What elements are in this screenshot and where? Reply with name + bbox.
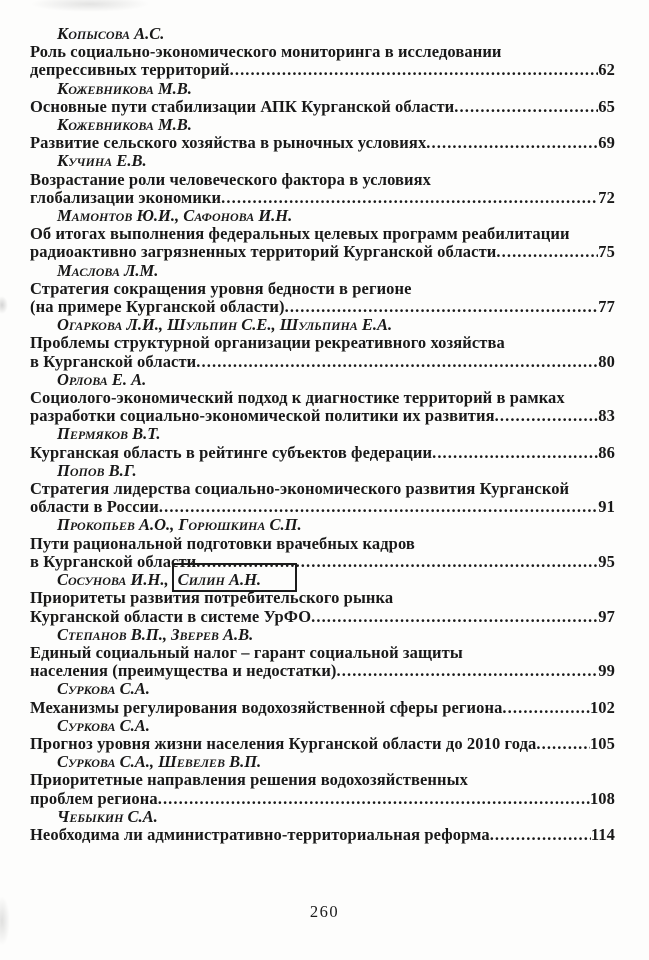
dot-leader: [502, 699, 590, 717]
toc-author-line: [30, 571, 615, 589]
dot-leader: [426, 134, 598, 152]
toc-title-line: Роль социально-экономического мониторинга в исследовании: [30, 42, 502, 62]
toc-entry: [30, 116, 615, 152]
toc-title-text: Развитие сельского хозяйства в рыночных условиях: [30, 133, 427, 153]
toc-title-line: [30, 98, 615, 116]
dot-leader: [285, 298, 599, 316]
dot-leader: [496, 243, 598, 261]
page-number: 260: [309, 902, 340, 921]
toc-author-line: [30, 425, 615, 443]
toc-title-line: [30, 407, 615, 425]
toc-title-text: Механизмы регулирования водохозяйственной сферы региона: [30, 697, 503, 717]
author-names: Копысова А.С.: [57, 24, 165, 43]
toc-author-line: [30, 717, 615, 735]
toc-title-line: Пути рациональной подготовки врачебных кадров: [30, 533, 415, 553]
author-names: Кожевникова М.В.: [57, 78, 192, 98]
toc-title-text: (на примере Курганской области): [30, 297, 285, 317]
toc-entry: [30, 571, 615, 626]
page-ref: 95: [598, 551, 615, 571]
author-names: Суркова С.А.: [57, 715, 150, 735]
dot-leader: [221, 189, 598, 207]
page-ref: 77: [598, 297, 615, 317]
toc-title-line: [30, 189, 615, 207]
toc-author-line: [30, 262, 615, 280]
dot-leader: [495, 407, 599, 425]
toc-title-text: глобализации экономики: [30, 187, 222, 207]
table-of-contents: [30, 25, 615, 844]
toc-title-line: [30, 444, 615, 462]
toc-title-line: [30, 608, 615, 626]
toc-entry: [30, 152, 615, 207]
toc-title-line: [30, 790, 615, 808]
dot-leader: [536, 735, 590, 753]
dot-leader: [230, 61, 599, 79]
toc-title-line: Стратегия сокращения уровня бедности в регионе: [30, 278, 412, 298]
toc-title-line: [30, 353, 615, 371]
toc-entry: [30, 680, 615, 716]
page-ref: 105: [589, 733, 615, 753]
toc-title-text: Основные пути стабилизации АПК Курганской области: [30, 96, 455, 116]
toc-title-text: Прогноз уровня жизни населения Курганской области до 2010 года: [30, 733, 537, 753]
toc-author-line: [30, 516, 615, 534]
author-names: Чебыкин С.А.: [57, 806, 158, 826]
author-names: Степанов В.П., Зверев А.В.: [57, 624, 254, 644]
toc-entry: [30, 626, 615, 681]
toc-entry: [30, 207, 615, 262]
dot-leader: [490, 826, 591, 844]
author-names: Орлова Е. А.: [57, 369, 147, 389]
scan-artifact: [30, 0, 150, 12]
toc-title-text: населения (преимущества и недостатки): [30, 661, 337, 681]
page-ref: 83: [598, 406, 615, 426]
toc-title-line: Стратегия лидерства социально-экономического развития Курганской: [30, 479, 570, 499]
toc-entry: [30, 425, 615, 461]
toc-title-line: [30, 735, 615, 753]
page-ref: 86: [598, 442, 615, 462]
toc-author-line: [30, 116, 615, 134]
toc-entry: [30, 516, 615, 571]
author-names: Суркова С.А.: [57, 679, 150, 699]
page-ref: 114: [590, 824, 615, 844]
toc-entry: [30, 717, 615, 753]
toc-title-line: [30, 662, 615, 680]
page-ref: 99: [598, 661, 615, 681]
toc-title-text: Курганской области в системе УрФО: [30, 606, 312, 626]
dot-leader: [159, 498, 598, 516]
toc-title-text: в Курганской области: [30, 351, 197, 371]
toc-title-text: Необходима ли административно-территориальная реформа: [30, 824, 490, 844]
toc-title-text: проблем региона: [30, 788, 158, 808]
toc-title-line: Приоритетные направления решения водохозяйственных: [30, 770, 468, 790]
toc-author-line: [30, 680, 615, 698]
toc-title-line: [30, 243, 615, 261]
page-ref: 65: [598, 96, 615, 116]
toc-entry: [30, 262, 615, 317]
toc-author-line: [30, 207, 615, 225]
toc-title-line: Единый социальный налог – гарант социальной защиты: [30, 642, 463, 662]
author-names: Суркова С.А., Шевелев В.П.: [57, 752, 262, 772]
page-ref: 102: [589, 697, 615, 717]
toc-title-line: Социолого-экономический подход к диагностике территорий в рамках: [30, 388, 565, 408]
toc-title-line: [30, 699, 615, 717]
scan-artifact: [0, 296, 8, 314]
page-ref: 69: [598, 133, 615, 153]
page-ref: 80: [598, 351, 615, 371]
page-ref: 91: [598, 497, 615, 517]
toc-title-line: Возрастание роли человеческого фактора в условиях: [30, 169, 432, 189]
toc-title-line: [30, 826, 615, 844]
dot-leader: [158, 790, 590, 808]
toc-title-line: [30, 298, 615, 316]
page-ref: 62: [598, 60, 615, 80]
toc-author-line: [30, 626, 615, 644]
author-names: Мамонтов Ю.И., Сафонова И.Н.: [57, 206, 293, 226]
toc-title-text: Курганская область в рейтинге субъектов федерации: [30, 442, 433, 462]
toc-title-text: депрессивных территорий: [30, 60, 230, 80]
boxed-author-annotation: Силин А.Н.: [178, 571, 297, 589]
toc-entry: [30, 808, 615, 844]
toc-author-line: [30, 808, 615, 826]
toc-entry: [30, 753, 615, 808]
dot-leader: [454, 98, 598, 116]
toc-author-line: [30, 371, 615, 389]
toc-entry: [30, 371, 615, 426]
author-names: Пермяков В.Т.: [57, 424, 161, 444]
toc-author-line: [30, 152, 615, 170]
page-ref: 97: [598, 606, 615, 626]
toc-title-text: разработки социально-экономической политики их развития: [30, 406, 495, 426]
toc-author-line: [30, 25, 615, 43]
toc-entry: [30, 462, 615, 517]
toc-title-text: радиоактивно загрязненных территорий Курганской области: [30, 242, 497, 262]
page-ref: 108: [589, 788, 615, 808]
author-names: Маслова Л.М.: [57, 260, 159, 280]
toc-title-line: [30, 498, 615, 516]
toc-entry: [30, 316, 615, 371]
toc-author-line: [30, 316, 615, 334]
author-names: Кожевникова М.В.: [57, 115, 192, 135]
author-names: Прокопьев А.О., Горюшкина С.П.: [57, 515, 302, 535]
page-ref: 72: [598, 187, 615, 207]
toc-title-line: Проблемы структурной организации рекреативного хозяйства: [30, 333, 505, 353]
toc-title-line: [30, 134, 615, 152]
toc-title-line: Об итогах выполнения федеральных целевых программ реабилитации: [30, 224, 570, 244]
dot-leader: [337, 662, 599, 680]
author-names: Попов В.Г.: [57, 460, 137, 480]
page-ref: 75: [598, 242, 615, 262]
dot-leader: [196, 353, 598, 371]
dot-leader: [432, 444, 598, 462]
dot-leader: [311, 608, 598, 626]
author-names: Огаркова Л.И., Шульпин С.Е., Шульпина Е.А.: [57, 315, 393, 335]
toc-author-line: [30, 462, 615, 480]
author-names: Кучина Е.В.: [57, 151, 147, 171]
toc-title-line: [30, 553, 615, 571]
toc-author-line: [30, 80, 615, 98]
toc-title-text: области в России: [30, 497, 159, 517]
toc-title-line: [30, 61, 615, 79]
author-names: Сосунова И.Н.,: [57, 570, 169, 590]
toc-title-text: в Курганской области: [30, 551, 197, 571]
toc-title-line: Приоритеты развития потребительского рынка: [30, 588, 394, 608]
toc-author-line: [30, 753, 615, 771]
toc-entry: [30, 80, 615, 116]
toc-entry: [30, 25, 615, 80]
